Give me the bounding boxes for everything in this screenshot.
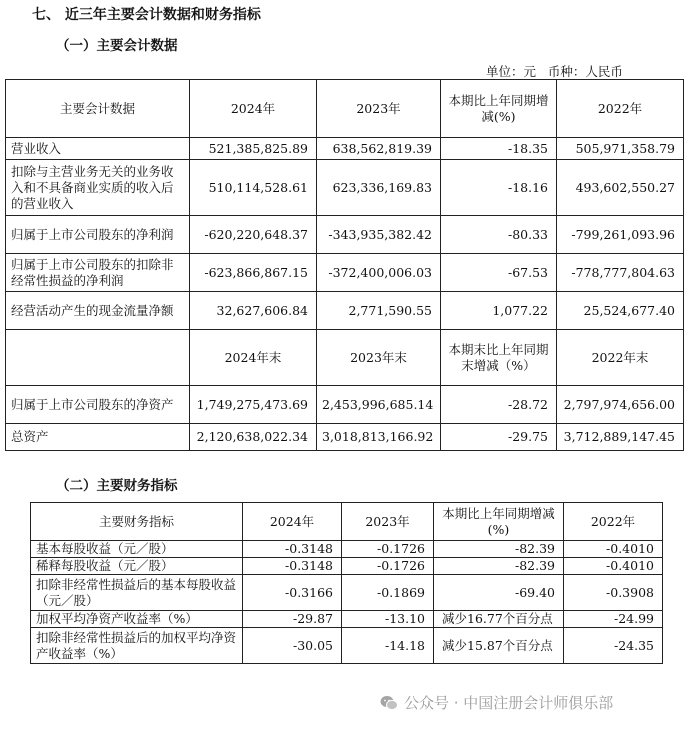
cell-value: -29.75 bbox=[441, 424, 557, 451]
table-row bbox=[6, 424, 684, 451]
header-cell: 主要财务指标 bbox=[31, 503, 243, 541]
row-label: 扣除与主营业务无关的业务收入和不具备商业实质的收入后的营业收入 bbox=[6, 160, 190, 216]
cell-value: -372,400,006.03 bbox=[317, 254, 441, 292]
table-row bbox=[6, 292, 684, 330]
table-row bbox=[6, 160, 684, 216]
cell-value: -69.40 bbox=[434, 575, 564, 611]
cell-value: -0.1869 bbox=[342, 575, 434, 611]
row-label: 加权平均净资产收益率（%） bbox=[31, 611, 243, 628]
row-label: 总资产 bbox=[6, 424, 190, 451]
header-cell: 2024年 bbox=[190, 80, 317, 138]
cell-value: 减少16.77个百分点 bbox=[434, 611, 564, 628]
row-label: 经营活动产生的现金流量净额 bbox=[6, 292, 190, 330]
table-row bbox=[31, 541, 663, 558]
header-cell: 2024年 bbox=[243, 503, 342, 541]
cell-value: 638,562,819.39 bbox=[317, 138, 441, 160]
cell-value: -0.4010 bbox=[564, 558, 663, 575]
table-row bbox=[6, 138, 684, 160]
header-cell bbox=[6, 330, 190, 386]
cell-value: -67.53 bbox=[441, 254, 557, 292]
cell-value: 25,524,677.40 bbox=[557, 292, 684, 330]
cell-value: -28.72 bbox=[441, 386, 557, 424]
table-row bbox=[6, 254, 684, 292]
row-label: 扣除非经常性损益后的基本每股收益（元／股） bbox=[31, 575, 243, 611]
cell-value: 505,971,358.79 bbox=[557, 138, 684, 160]
accounting-data-table bbox=[5, 79, 684, 451]
cell-value: 521,385,825.89 bbox=[190, 138, 317, 160]
cell-value: 2,120,638,022.34 bbox=[190, 424, 317, 451]
row-label: 归属于上市公司股东的净利润 bbox=[6, 216, 190, 254]
table-row bbox=[6, 386, 684, 424]
row-label: 基本每股收益（元／股） bbox=[31, 541, 243, 558]
header-cell: 2024年末 bbox=[190, 330, 317, 386]
cell-value: -30.05 bbox=[243, 628, 342, 664]
cell-value: -18.16 bbox=[441, 160, 557, 216]
cell-value: 2,453,996,685.14 bbox=[317, 386, 441, 424]
row-label: 归属于上市公司股东的扣除非经常性损益的净利润 bbox=[6, 254, 190, 292]
cell-value: 1,749,275,473.69 bbox=[190, 386, 317, 424]
table-row bbox=[31, 558, 663, 575]
cell-value: 493,602,550.27 bbox=[557, 160, 684, 216]
header-cell: 本期比上年同期增减(%) bbox=[434, 503, 564, 541]
cell-value: -0.3148 bbox=[243, 558, 342, 575]
table-row bbox=[31, 628, 663, 664]
watermark-text: 公众号 · 中国注册会计师俱乐部 bbox=[404, 694, 614, 712]
cell-value: -29.87 bbox=[243, 611, 342, 628]
header-cell: 2023年 bbox=[317, 80, 441, 138]
row-label: 营业收入 bbox=[6, 138, 190, 160]
cell-value: -0.1726 bbox=[342, 541, 434, 558]
cell-value: 减少15.87个百分点 bbox=[434, 628, 564, 664]
cell-value: -24.99 bbox=[564, 611, 663, 628]
cell-value: 1,077.22 bbox=[441, 292, 557, 330]
cell-value: -82.39 bbox=[434, 558, 564, 575]
cell-value: 623,336,169.83 bbox=[317, 160, 441, 216]
cell-value: -799,261,093.96 bbox=[557, 216, 684, 254]
part2-title: （二）主要财务指标 bbox=[56, 478, 178, 494]
cell-value: -0.3908 bbox=[564, 575, 663, 611]
financial-indicators-table bbox=[30, 502, 663, 664]
part1-title: （一）主要会计数据 bbox=[56, 38, 178, 54]
header-cell: 主要会计数据 bbox=[6, 80, 190, 138]
table-header-row bbox=[6, 80, 684, 138]
cell-value: -14.18 bbox=[342, 628, 434, 664]
cell-value: -0.3148 bbox=[243, 541, 342, 558]
cell-value: -343,935,382.42 bbox=[317, 216, 441, 254]
cell-value: 2,797,974,656.00 bbox=[557, 386, 684, 424]
table-subheader-row bbox=[6, 330, 684, 386]
cell-value: 510,114,528.61 bbox=[190, 160, 317, 216]
cell-value: 3,018,813,166.92 bbox=[317, 424, 441, 451]
cell-value: -80.33 bbox=[441, 216, 557, 254]
cell-value: -620,220,648.37 bbox=[190, 216, 317, 254]
wechat-icon bbox=[380, 695, 398, 711]
cell-value: -0.1726 bbox=[342, 558, 434, 575]
cell-value: -18.35 bbox=[441, 138, 557, 160]
header-cell: 2022年末 bbox=[557, 330, 684, 386]
row-label: 扣除非经常性损益后的加权平均净资产收益率（%） bbox=[31, 628, 243, 664]
watermark bbox=[380, 692, 613, 713]
table-row bbox=[6, 216, 684, 254]
cell-value: 32,627,606.84 bbox=[190, 292, 317, 330]
cell-value: 2,771,590.55 bbox=[317, 292, 441, 330]
table-row bbox=[31, 575, 663, 611]
table-row bbox=[31, 611, 663, 628]
cell-value: 3,712,889,147.45 bbox=[557, 424, 684, 451]
header-cell: 2022年 bbox=[557, 80, 684, 138]
unit-label: 单位：元 币种：人民币 bbox=[486, 64, 623, 79]
cell-value: -24.35 bbox=[564, 628, 663, 664]
row-label: 稀释每股收益（元／股） bbox=[31, 558, 243, 575]
section-title: 七、 近三年主要会计数据和财务指标 bbox=[32, 7, 261, 23]
cell-value: -623,866,867.15 bbox=[190, 254, 317, 292]
table-header-row bbox=[31, 503, 663, 541]
row-label: 归属于上市公司股东的净资产 bbox=[6, 386, 190, 424]
cell-value: -778,777,804.63 bbox=[557, 254, 684, 292]
header-cell: 本期比上年同期增减(%) bbox=[441, 80, 557, 138]
cell-value: -82.39 bbox=[434, 541, 564, 558]
cell-value: -13.10 bbox=[342, 611, 434, 628]
header-cell: 2023年末 bbox=[317, 330, 441, 386]
cell-value: -0.3166 bbox=[243, 575, 342, 611]
cell-value: -0.4010 bbox=[564, 541, 663, 558]
header-cell: 2023年 bbox=[342, 503, 434, 541]
header-cell: 2022年 bbox=[564, 503, 663, 541]
header-cell: 本期末比上年同期末增减（%） bbox=[441, 330, 557, 386]
